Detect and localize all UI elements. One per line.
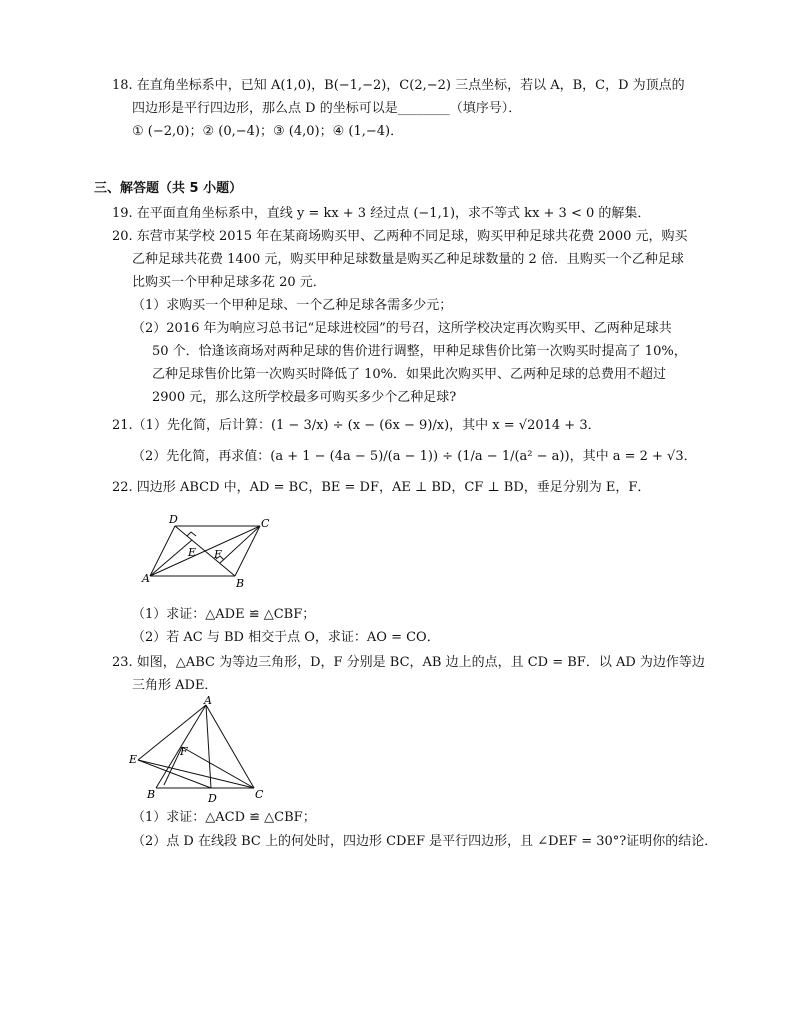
q21-sub-1: 21.（1）先化简，后计算：(1 − 3/x) ÷ (x − (6x − 9)/x)，其中 x = √2014 + 3． [112,418,601,433]
section-3-title: 三、解答题（共 5 小题） [94,181,243,196]
q23-sub-1: （1）求证：△ACD ≌ △CBF； [132,810,316,825]
q23-label-a: A [204,695,212,707]
q22-sub-1: （1）求证：△ADE ≌ △CBF； [132,607,316,622]
q23-figure [124,695,274,810]
q23-label-b: B [147,788,156,801]
q20-sub-1: （1）求购买一个甲种足球、一个乙种足球各需多少元； [132,298,453,313]
q23-line-1: 23. 如图，△ABC 为等边三角形，D，F 分别是 BC，AB 边上的点，且 CD = BF．以 AD 为边作等边 [112,655,705,670]
q18-options: ① (−2,0)；② (0,−4)；③ (4,0)；④ (1,−4)． [132,124,404,139]
q20-line-1: 20. 东营市某学校 2015 年在某商场购买甲、乙两种不同足球，购买甲种足球共花费 2000 元，购买 [112,229,688,244]
q22-label-b: B [236,577,245,590]
q20-sub-2-line-4: 2900 元，那么这所学校最多可购买多少个乙种足球? [152,390,457,405]
q22-sub-2: （2）若 AC 与 BD 相交于点 O，求证：AO = CO． [132,630,440,645]
q23-line-2: 三角形 ADE． [132,678,218,693]
q22-label-d: D [169,513,178,526]
q23-sub-2: （2）点 D 在线段 BC 上的何处时，四边形 CDEF 是平行四边形，且 ∠DEF = 30°?证明你的结论． [132,834,718,849]
q22-label-a: A [142,572,150,585]
q20-sub-2-line-2: 50 个．恰逢该商场对两种足球的售价进行调整，甲种足球售价比第一次购买时提高了 10%， [152,344,687,359]
q19-line-1: 19. 在平面直角坐标系中，直线 y = kx + 3 经过点 (−1,1)，求不等式 kx + 3 < 0 的解集． [112,206,651,221]
q20-sub-2-line-3: 乙种足球售价比第一次购买时降低了 10%．如果此次购买甲、乙两种足球的总费用不超过 [152,367,667,382]
q23-label-f: F [180,745,188,758]
q23-label-d: D [208,792,217,805]
q18-line-2: 四边形是平行四边形，那么点 D 的坐标可以是________（填序号）． [132,101,522,116]
q20-sub-2-line-1: （2）2016 年为响应习总书记“足球进校园”的号召，这所学校决定再次购买甲、乙两种足球共 [132,321,672,336]
q22-label-c: C [261,517,270,530]
q22-line-1: 22. 四边形 ABCD 中，AD = BC，BE = DF，AE ⊥ BD，CF ⊥ BD，垂足分别为 E，F． [112,480,651,495]
q21-sub-2: （2）先化简，再求值：(a + 1 − (4a − 5)/(a − 1)) ÷ (1/a − 1/(a² − a))，其中 a = 2 + √3． [132,449,697,464]
q22-label-e: E [188,546,197,559]
q18-line-1: 18. 在直角坐标系中，已知 A(1,0)，B(−1,−2)，C(2,−2) 三点坐标，若以 A，B，C，D 为顶点的 [112,78,685,93]
q20-line-2: 乙种足球共花费 1400 元，购买甲种足球数量是购买乙种足球数量的 2 倍．且购买一个乙种足球 [132,252,684,267]
q22-figure [140,512,280,592]
q22-label-f: F [214,548,222,561]
q23-label-e: E [129,753,138,766]
q20-line-3: 比购买一个甲种足球多花 20 元． [132,275,326,290]
q23-label-c: C [255,788,264,801]
